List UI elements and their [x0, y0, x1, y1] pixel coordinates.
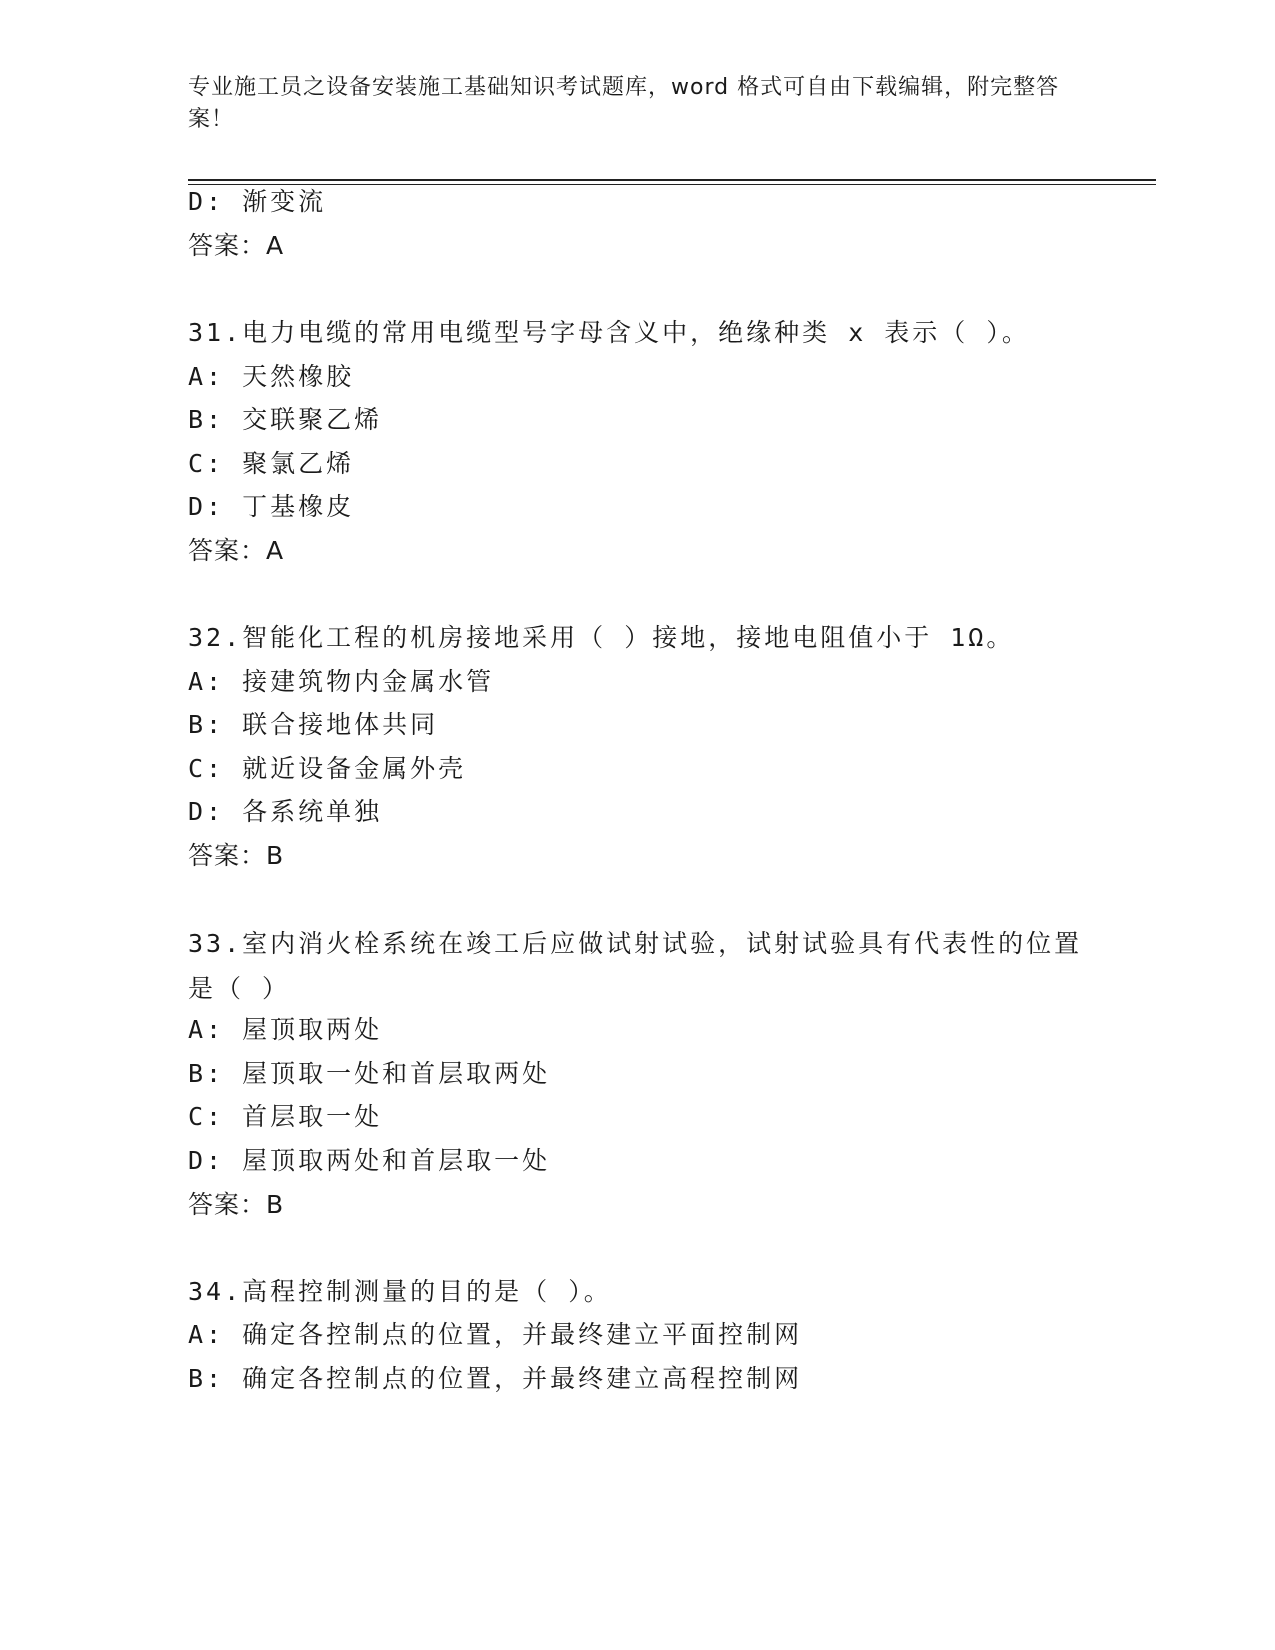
- q33-option-c: C: 首层取一处: [188, 1102, 383, 1131]
- q32-option-a: A: 接建筑物内金属水管: [188, 667, 495, 696]
- q31-option-c: C: 聚氯乙烯: [188, 449, 355, 478]
- q32-option-d: D: 各系统单独: [188, 797, 383, 826]
- q32-option-b: B: 联合接地体共同: [188, 710, 439, 739]
- header-divider-thick: [188, 179, 1156, 181]
- q33-stem: 33.室内消火栓系统在竣工后应做试射试验，试射试验具有代表性的位置是（ ）: [188, 929, 1083, 1003]
- q31-option-d: D: 丁基橡皮: [188, 492, 355, 521]
- q32-stem: 32.智能化工程的机房接地采用（ ）接地，接地电阻值小于 1Ω。: [188, 623, 1015, 652]
- q33-option-d: D: 屋顶取两处和首层取一处: [188, 1146, 551, 1175]
- q31-answer: 答案：A: [188, 536, 285, 565]
- document-header: 专业施工员之设备安装施工基础知识考试题库，word 格式可自由下载编辑，附完整答案！: [188, 75, 1060, 132]
- q31-stem: 31.电力电缆的常用电缆型号字母含义中，绝缘种类 x 表示（ ）。: [188, 318, 1030, 347]
- q33-option-b: B: 屋顶取一处和首层取两处: [188, 1059, 551, 1088]
- q31-option-a: A: 天然橡胶: [188, 362, 355, 391]
- q34-option-a: A: 确定各控制点的位置，并最终建立平面控制网: [188, 1320, 803, 1349]
- header-divider-thin: [188, 184, 1156, 185]
- q34-option-b: B: 确定各控制点的位置，并最终建立高程控制网: [188, 1364, 803, 1393]
- q31-option-b: B: 交联聚乙烯: [188, 405, 383, 434]
- q34-stem: 34.高程控制测量的目的是（ ）。: [188, 1277, 612, 1306]
- q32-answer: 答案：B: [188, 841, 285, 870]
- q33-option-a: A: 屋顶取两处: [188, 1015, 383, 1044]
- prev-answer: 答案：A: [188, 231, 285, 260]
- q33-answer: 答案：B: [188, 1190, 285, 1219]
- prev-option-d: D: 渐变流: [188, 187, 327, 216]
- q32-option-c: C: 就近设备金属外壳: [188, 754, 467, 783]
